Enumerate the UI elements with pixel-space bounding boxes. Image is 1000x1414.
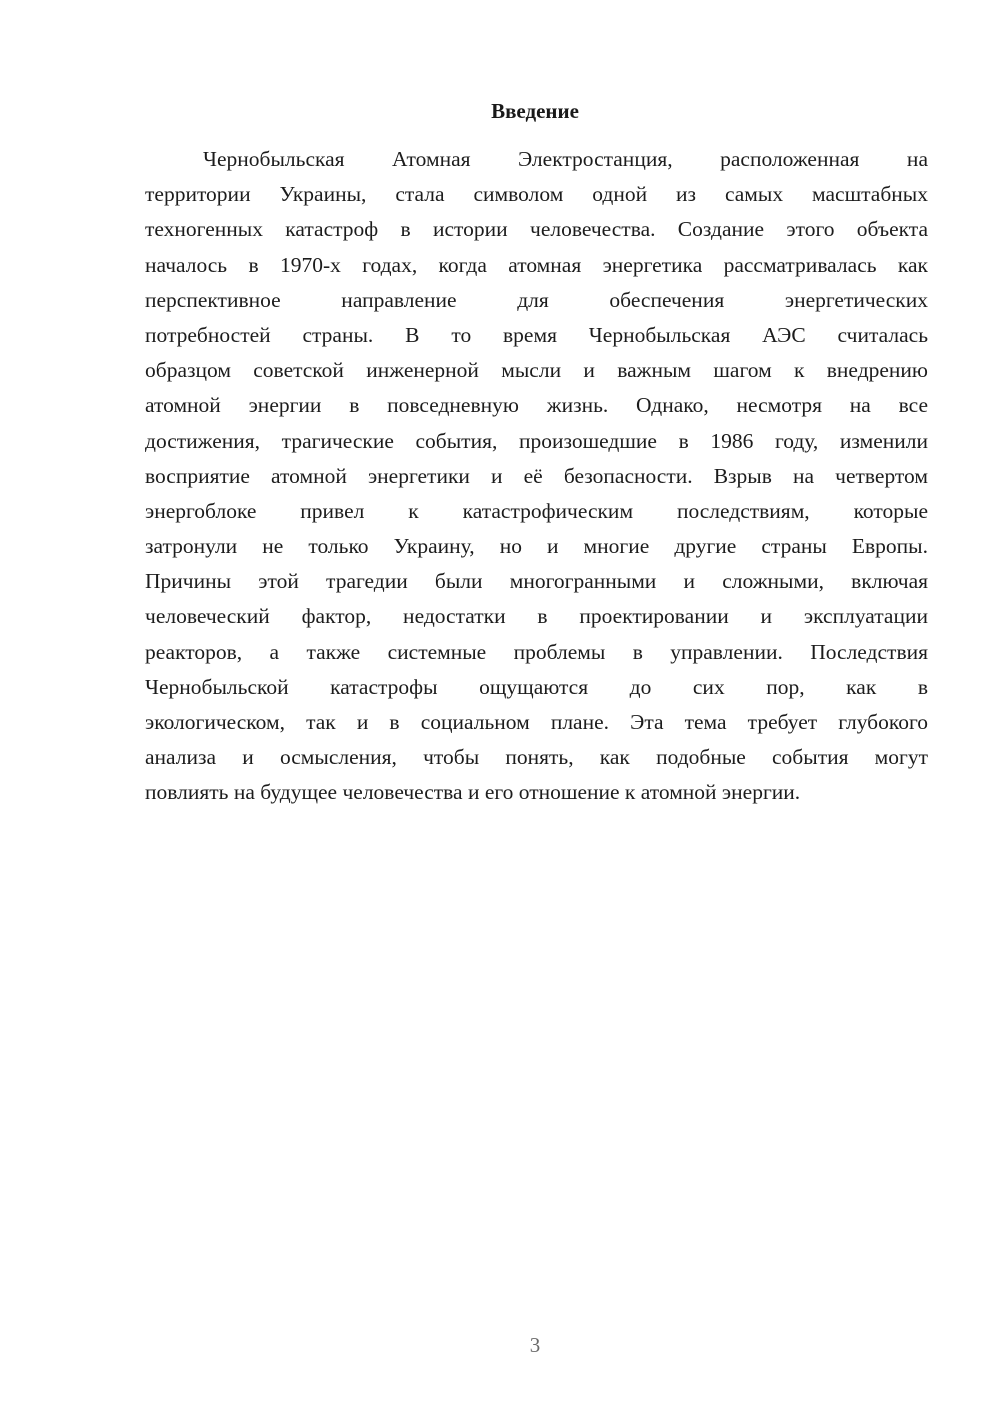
paragraph-line: анализа и осмысления, чтобы понять, как подобные события могут bbox=[145, 745, 928, 770]
paragraph-line: техногенных катастроф в истории человечества. Создание этого объекта bbox=[145, 217, 928, 242]
paragraph-line: человеческий фактор, недостатки в проектировании и эксплуатации bbox=[145, 604, 928, 629]
introduction-paragraph bbox=[145, 142, 928, 811]
section-heading: Введение bbox=[491, 99, 579, 123]
paragraph-line: атомной энергии в повседневную жизнь. Однако, несмотря на все bbox=[145, 393, 928, 418]
paragraph-line: экологическом, так и в социальном плане. Эта тема требует глубокого bbox=[145, 710, 928, 734]
paragraph-line: реакторов, а также системные проблемы в управлении. Последствия bbox=[145, 639, 928, 664]
paragraph-line: Причины этой трагедии были многогранными и сложными, включая bbox=[145, 569, 928, 594]
paragraph-line: перспективное направление для обеспечения энергетических bbox=[145, 287, 928, 312]
paragraph-line: энергоблоке привел к катастрофическим последствиям, которые bbox=[145, 498, 928, 523]
paragraph-line: Чернобыльской катастрофы ощущаются до сих пор, как в bbox=[145, 674, 928, 699]
paragraph-line: территории Украины, стала символом одной из самых масштабных bbox=[145, 182, 928, 207]
paragraph-line: затронули не только Украину, но и многие другие страны Европы. bbox=[145, 534, 928, 559]
paragraph-line: повлиять на будущее человечества и его отношение к атомной энергии. bbox=[145, 780, 801, 805]
paragraph-line: восприятие атомной энергетики и её безопасности. Взрыв на четвертом bbox=[145, 463, 928, 488]
page-number: 3 bbox=[529, 1333, 541, 1357]
paragraph-line: началось в 1970-х годах, когда атомная энергетика рассматривалась как bbox=[145, 252, 928, 277]
paragraph-line: образцом советской инженерной мысли и важным шагом к внедрению bbox=[145, 358, 928, 383]
paragraph-line: достижения, трагические события, произошедшие в 1986 году, изменили bbox=[145, 428, 928, 453]
paragraph-line: Чернобыльская Атомная Электростанция, расположенная на bbox=[203, 147, 928, 171]
paragraph-line: потребностей страны. В то время Чернобыльская АЭС считалась bbox=[145, 322, 928, 347]
